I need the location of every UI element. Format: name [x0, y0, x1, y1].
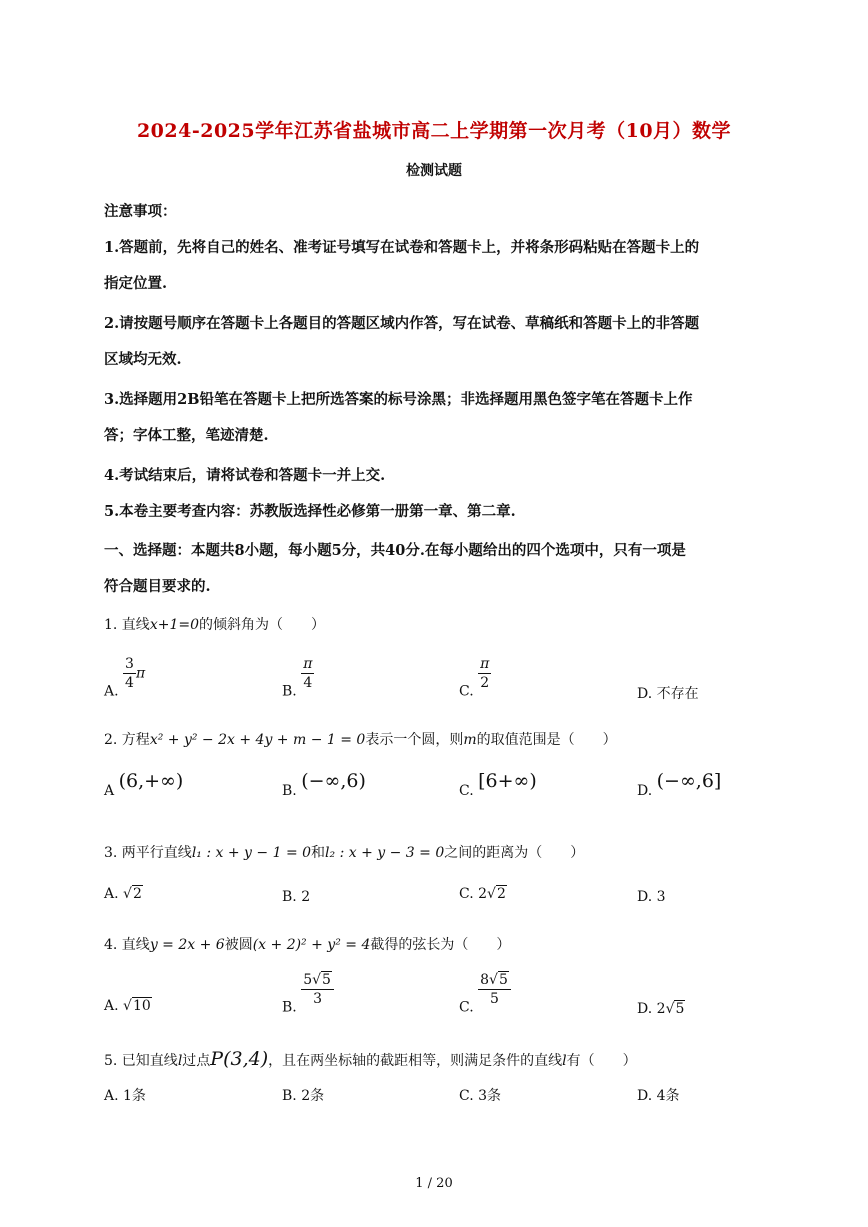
q2-option-d[interactable]: D. (−∞,6] [637, 770, 722, 799]
q2-option-c[interactable]: C. [6+∞) [459, 770, 537, 799]
note-1a: 1.答题前，先将自己的姓名、准考证号填写在试卷和答题卡上，并将条形码粘贴在答题卡上的 [104, 239, 700, 256]
note-1b: 指定位置. [104, 275, 168, 292]
q1-option-c[interactable]: C. $\frac{\pi}{2}$ [459, 656, 490, 700]
q5-option-b[interactable]: B. 2条 [282, 1088, 325, 1104]
note-2a: 2.请按题号顺序在答题卡上各题目的答题区域内作答，写在试卷、草稿纸和答题卡上的非答题 [104, 315, 700, 332]
question-3: 3. 两平行直线l₁ : x + y − 1 = 0和l₂ : x + y − 3 = 0之间的距离为（ ） [104, 845, 585, 861]
q3-option-b[interactable]: B. 2 [282, 889, 311, 905]
doc-subtitle: 检测试题 [406, 163, 462, 179]
q3-line-1: l₁ : x + y − 1 = 0 [191, 845, 312, 861]
q3-option-c[interactable]: C. 2√2 [459, 886, 506, 902]
q5-option-c[interactable]: C. 3条 [459, 1088, 502, 1104]
section-heading-b: 符合题目要求的. [104, 578, 211, 595]
q4-option-d[interactable]: D. 2√5 [637, 1001, 685, 1017]
note-2b: 区域均无效. [104, 351, 182, 368]
q1-option-a[interactable]: A. $\frac{3}{4}$ π [104, 656, 146, 700]
q4-option-b[interactable]: B. $\frac{5√5}{3}$ [282, 972, 334, 1016]
note-5: 5.本卷主要考查内容：苏教版选择性必修第一册第一章、第二章. [104, 503, 516, 520]
q4-option-a[interactable]: A. √10 [104, 998, 151, 1014]
q1-option-d[interactable]: D. 不存在 [637, 686, 699, 702]
question-2: 2. 方程x² + y² − 2x + 4y + m − 1 = 0表示一个圆，则m的取值范围是（ ） [104, 732, 617, 748]
q1-equation: x+1=0 [149, 617, 199, 633]
q3-option-a[interactable]: A. √2 [104, 886, 142, 902]
q5-point: P(3,4) [210, 1048, 269, 1070]
q4-circle: (x + 2)² + y² = 4 [252, 937, 371, 953]
note-3a: 3.选择题用2B铅笔在答题卡上把所选答案的标号涂黑；非选择题用黑色签字笔在答题卡上作 [104, 391, 693, 408]
question-4: 4. 直线y = 2x + 6被圆(x + 2)² + y² = 4截得的弦长为（ ） [104, 937, 511, 953]
q4-line: y = 2x + 6 [149, 937, 225, 953]
q4-option-c[interactable]: C. $\frac{8√5}{5}$ [459, 972, 511, 1016]
note-4: 4.考试结束后，请将试卷和答题卡一并上交. [104, 467, 386, 484]
page-number: 1 / 20 [415, 1176, 453, 1191]
q3-line-2: l₂ : x + y − 3 = 0 [325, 845, 445, 861]
section-heading-a: 一、选择题：本题共8小题，每小题5分，共40分.在每小题给出的四个选项中，只有一项是 [104, 542, 686, 559]
q1-option-b[interactable]: B. $\frac{\pi}{4}$ [282, 656, 313, 700]
q3-option-d[interactable]: D. 3 [637, 889, 666, 905]
q2-equation: x² + y² − 2x + 4y + m − 1 = 0 [149, 732, 366, 748]
note-3b: 答；字体工整，笔迹清楚. [104, 427, 269, 444]
q5-option-d[interactable]: D. 4条 [637, 1088, 680, 1104]
question-1: 1. 直线x+1=0的倾斜角为（ ） [104, 617, 325, 633]
q5-option-a[interactable]: A. 1条 [104, 1088, 146, 1104]
question-5: 5. 已知直线l过点P(3,4)，且在两坐标轴的截距相等，则满足条件的直线l有（ ） [104, 1048, 637, 1070]
q2-option-b[interactable]: B. (−∞,6) [282, 770, 366, 799]
doc-title: 2024-2025学年江苏省盐城市高二上学期第一次月考（10月）数学 [136, 120, 732, 142]
q2-option-a[interactable]: A (6,+∞) [104, 770, 184, 799]
notes-heading: 注意事项： [104, 203, 177, 220]
